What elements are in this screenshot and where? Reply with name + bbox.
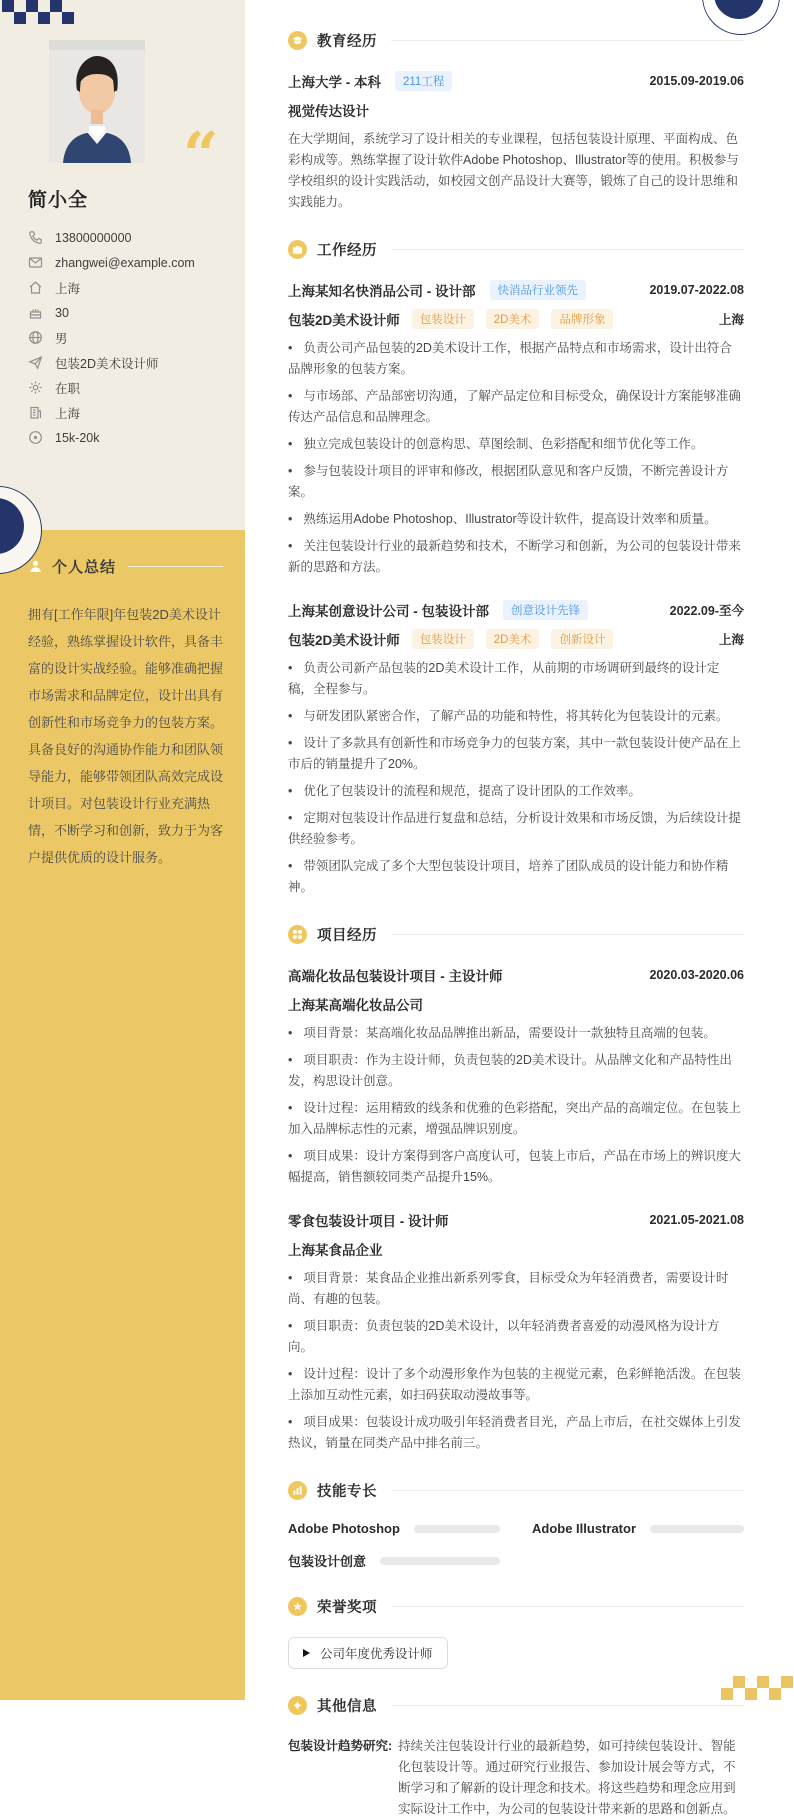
other-info-title: 其他信息 (317, 1699, 377, 1715)
skills-title: 技能专长 (317, 1484, 377, 1500)
role-tag: 包装设计 (412, 309, 474, 329)
contact-gender-value: 男 (55, 331, 68, 346)
company-tag: 快消品行业领先 (490, 280, 587, 300)
bullet-item: • 项目背景：某高端化妆品品牌推出新品，需要设计一款独特且高端的包装。 (288, 1023, 744, 1044)
contact-phone (28, 230, 245, 245)
education-item-header (288, 71, 744, 91)
salary-icon (28, 430, 43, 445)
project-company-row (288, 994, 744, 1014)
contact-city (28, 280, 245, 295)
divider (391, 934, 744, 935)
role-tag: 品牌形象 (551, 309, 613, 329)
role-tag: 2D美术 (486, 629, 540, 649)
bar-chart-icon (288, 1481, 307, 1500)
skill-bar (650, 1525, 744, 1533)
project-name: 高端化妆品包装设计项目 - 主设计师 (288, 969, 503, 984)
work-section (288, 239, 744, 898)
home-icon (28, 280, 43, 295)
contact-age-value: 30 (55, 305, 69, 320)
building-icon (28, 405, 43, 420)
personal-summary-text: 拥有[工作年限]年包装2D美术设计经验，熟练掌握设计软件，具备丰富的设计实战经验。能够准确把握市场需求和品牌定位，设计出具有创新性和市场竞争力的包装方案。具备良好的沟通协作能力和团队领导能力，能够带领团队高效完成设计项目。对包装设计行业充满热情，不断学习和创新，致力于为客户提供优质的设计服务。 (28, 607, 224, 865)
star-icon (288, 1696, 307, 1715)
grid-icon (288, 925, 307, 944)
education-title: 教育经历 (317, 34, 377, 50)
education-description: 在大学期间，系统学习了设计相关的专业课程，包括包装设计原理、平面构成、色彩构成等。熟练掌握了设计软件Adobe Photoshop、Illustrator等的使用。积极参与学校组织的设计实践活动，如校园文创产品设计大赛等，锻炼了自己的设计思维和实践能力。 (288, 132, 739, 209)
status-icon (28, 380, 43, 395)
honors-title: 荣誉奖项 (317, 1600, 377, 1616)
contact-salary (28, 430, 245, 445)
education-header (288, 30, 744, 51)
divider (391, 40, 744, 41)
other-info-label: 包装设计趋势研究: (288, 1739, 393, 1753)
job-role-row (288, 629, 744, 649)
bullet-item: • 熟练运用Adobe Photoshop、Illustrator等设计软件，提高设计效率和质量。 (288, 509, 744, 530)
contact-position-value: 包装2D美术设计师 (55, 356, 159, 371)
divider (391, 1606, 744, 1607)
job-location: 上海 (718, 633, 744, 647)
divider (391, 1705, 744, 1706)
divider (391, 249, 744, 250)
projects-header (288, 924, 744, 945)
mail-icon (28, 255, 43, 270)
skill-item (532, 1521, 744, 1536)
honors-header (288, 1596, 744, 1617)
education-section (288, 30, 744, 213)
graduation-cap-icon (288, 31, 307, 50)
work-title: 工作经历 (317, 243, 377, 259)
bullet-item: • 带领团队完成了多个大型包装设计项目，培养了团队成员的设计能力和协作精神。 (288, 856, 744, 898)
skills-section (288, 1480, 744, 1570)
checkerboard-decoration-bottom-right (721, 1676, 793, 1700)
profile-photo-illustration (49, 40, 145, 163)
other-info-header (288, 1695, 744, 1716)
job-role-row (288, 309, 744, 329)
projects-section (288, 924, 744, 1454)
company-tag: 创意设计先锋 (503, 600, 588, 620)
contact-email-value: zhangwei@example.com (55, 255, 195, 270)
contact-city-value: 上海 (55, 281, 81, 296)
contact-status (28, 380, 245, 395)
company-name: 上海某知名快消品公司 - 设计部 (288, 284, 476, 299)
skills-header (288, 1480, 744, 1501)
briefcase-icon (288, 240, 307, 259)
job-date: 2019.07-2022.08 (649, 283, 744, 297)
job-role: 包装2D美术设计师 (288, 313, 400, 328)
divider (128, 566, 223, 567)
bullet-item: • 定期对包装设计作品进行复盘和总结，分析设计效果和市场反馈，为后续设计提供经验参考。 (288, 808, 744, 850)
bullet-item: • 项目职责：作为主设计师，负责包装的2D美术设计。从品牌文化和产品特性出发，构思设计创意。 (288, 1050, 744, 1092)
other-info-item (288, 1736, 744, 1820)
project-bullet-list (288, 1023, 744, 1188)
job-item (288, 600, 744, 898)
projects-title: 项目经历 (317, 928, 377, 944)
bullet-item: • 负责公司产品包装的2D美术设计工作，根据产品特点和市场需求，设计出符合品牌形象的包装方案。 (288, 338, 744, 380)
education-date: 2015.09-2019.06 (649, 74, 744, 88)
project-name: 零食包装设计项目 - 设计师 (288, 1214, 449, 1229)
company-name: 上海某创意设计公司 - 包装设计部 (288, 604, 489, 619)
skills-grid (288, 1521, 744, 1570)
profile-photo (49, 40, 145, 163)
job-bullet-list (288, 658, 744, 898)
job-item (288, 280, 744, 578)
job-company-row (288, 600, 744, 620)
other-info-section (288, 1695, 744, 1820)
bullet-item: • 参与包装设计项目的评审和修改，根据团队意见和客户反馈，不断完善设计方案。 (288, 461, 744, 503)
contact-gender (28, 330, 245, 345)
work-header (288, 239, 744, 260)
honor-item-button[interactable] (288, 1637, 448, 1669)
project-date: 2020.03-2020.06 (649, 968, 744, 982)
job-date: 2022.09-至今 (669, 604, 744, 618)
bullet-item: • 与市场部、产品部密切沟通，了解产品定位和目标受众，确保设计方案能够准确传达产品信息和品牌理念。 (288, 386, 744, 428)
project-company-row (288, 1239, 744, 1259)
sidebar (0, 0, 245, 1700)
main-content (245, 0, 794, 1816)
contact-work-city (28, 405, 245, 420)
project-bullet-list (288, 1268, 744, 1454)
contact-email (28, 255, 245, 270)
contact-work-city-value: 上海 (55, 406, 81, 421)
bullet-item: • 项目成果：设计方案得到客户高度认可，包装上市后，产品在市场上的辨识度大幅提高，销售额较同类产品提升15%。 (288, 1146, 744, 1188)
bullet-item: • 负责公司新产品包装的2D美术设计工作，从前期的市场调研到最终的设计定稿，全程参与。 (288, 658, 744, 700)
personal-summary-header (28, 556, 223, 577)
trophy-icon (288, 1597, 307, 1616)
education-major-row (288, 100, 744, 120)
role-tag: 2D美术 (486, 309, 540, 329)
project-company: 上海某食品企业 (288, 1243, 383, 1258)
project-name-row (288, 965, 744, 985)
bullet-item: • 项目成果：包装设计成功吸引年轻消费者目光，产品上市后，在社交媒体上引发热议，销量在同类产品中排名前三。 (288, 1412, 744, 1454)
divider (391, 1490, 744, 1491)
candidate-name: 简小全 (28, 190, 89, 211)
checkerboard-decoration-top-left (2, 0, 74, 24)
bullet-item: • 项目背景：某食品企业推出新系列零食，目标受众为年轻消费者，需要设计时尚、有趣的包装。 (288, 1268, 744, 1310)
quote-icon: “ (183, 118, 219, 191)
project-name-row (288, 1210, 744, 1230)
project-company: 上海某高端化妆品公司 (288, 998, 423, 1013)
contact-list (28, 230, 245, 445)
skill-item (288, 1521, 500, 1536)
job-location: 上海 (718, 313, 744, 327)
other-info-text: 持续关注包装设计行业的最新趋势，如可持续包装设计、智能化包装设计等。通过研究行业报告、参加设计展会等方式，不断学习和了解新的设计理念和技术。将这些趋势和理念应用到实际设计工作中，为公司的包装设计带来新的思路和创新点。 (398, 1739, 736, 1816)
contact-phone-value: 13800000000 (55, 230, 132, 245)
personal-summary-title: 个人总结 (52, 559, 117, 576)
play-icon (303, 1649, 310, 1657)
bullet-item: • 设计了多款具有创新性和市场竞争力的包装方案，其中一款包装设计使产品在上市后的销量提升了20%。 (288, 733, 744, 775)
project-item (288, 965, 744, 1188)
job-bullet-list (288, 338, 744, 578)
honors-section (288, 1596, 744, 1669)
skill-bar (380, 1557, 500, 1565)
bullet-item: • 设计过程：设计了多个动漫形象作为包装的主视觉元素，色彩鲜艳活泼。在包装上添加互动性元素，如扫码获取动漫故事等。 (288, 1364, 744, 1406)
phone-icon (28, 230, 43, 245)
job-role: 包装2D美术设计师 (288, 633, 400, 648)
honor-item-label: 公司年度优秀设计师 (320, 1647, 433, 1661)
school-name: 上海大学 - 本科 (288, 75, 381, 90)
contact-salary-value: 15k-20k (55, 430, 100, 445)
bullet-item: • 独立完成包装设计的创意构思、草图绘制、色彩搭配和细节优化等工作。 (288, 434, 744, 455)
skill-item (288, 1551, 500, 1570)
major-name: 视觉传达设计 (288, 104, 369, 119)
skill-name: Adobe Photoshop (288, 1521, 400, 1536)
bullet-item: • 关注包装设计行业的最新趋势和技术，不断学习和创新，为公司的包装设计带来新的思路和方法。 (288, 536, 744, 578)
personal-summary-section (0, 556, 245, 871)
bullet-item: • 项目职责：负责包装的2D美术设计，以年轻消费者喜爱的动漫风格为设计方向。 (288, 1316, 744, 1358)
role-tag: 创新设计 (551, 629, 613, 649)
project-date: 2021.05-2021.08 (649, 1213, 744, 1227)
skill-bar (414, 1525, 500, 1533)
contact-position (28, 355, 245, 370)
contact-age (28, 305, 245, 320)
globe-icon (28, 330, 43, 345)
bullet-item: • 与研发团队紧密合作，了解产品的功能和特性，将其转化为包装设计的元素。 (288, 706, 744, 727)
role-tag: 包装设计 (412, 629, 474, 649)
contact-status-value: 在职 (55, 381, 81, 396)
skill-name: 包装设计创意 (288, 1554, 367, 1569)
skill-name: Adobe Illustrator (532, 1521, 637, 1536)
bullet-item: • 设计过程：运用精致的线条和优雅的色彩搭配，突出产品的高端定位。在包装上加入品牌标志性的元素，增强品牌识别度。 (288, 1098, 744, 1140)
paper-plane-icon (28, 355, 43, 370)
project-item (288, 1210, 744, 1454)
person-icon (28, 559, 43, 574)
job-company-row (288, 280, 744, 300)
cake-icon (28, 305, 43, 320)
school-tag: 211工程 (395, 71, 452, 91)
bullet-item: • 优化了包装设计的流程和规范，提高了设计团队的工作效率。 (288, 781, 744, 802)
